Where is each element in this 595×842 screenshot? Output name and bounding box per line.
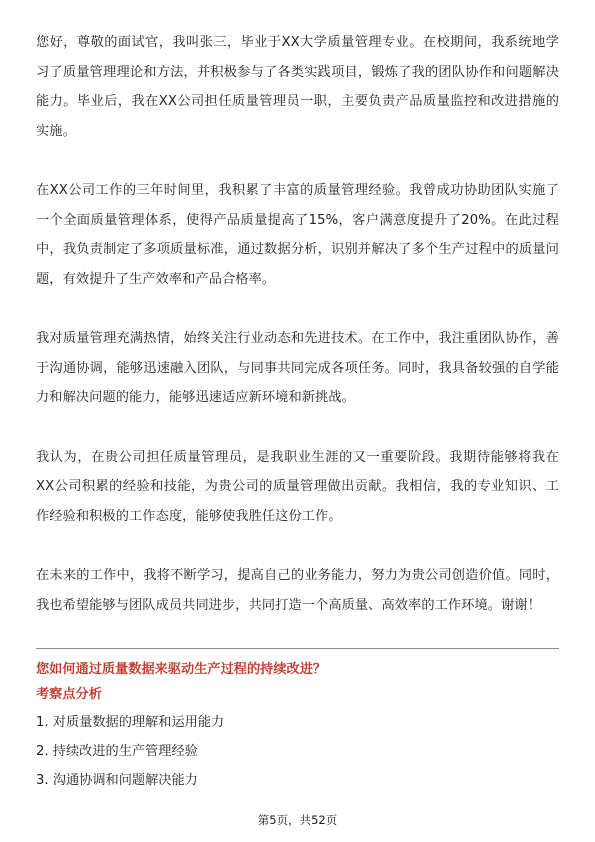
paragraph-motivation: 我认为，在贵公司担任质量管理员，是我职业生涯的又一重要阶段。我期待能够将我在XX公司积累的经验和技能，为贵公司的质量管理做出贡献。我相信，我的专业知识、工作经验和积极的工作态度，能够使我胜任这份工作。 (36, 449, 559, 524)
paragraph-closing: 在未来的工作中，我将不断学习，提高自己的业务能力，努力为贵公司创造价值。同时，我也希望能够与团队成员共同进步，共同打造一个高质量、高效率的工作环境。谢谢！ (36, 568, 559, 613)
analysis-points-list (36, 708, 559, 795)
analysis-point: 1. 对质量数据的理解和运用能力 (36, 715, 225, 730)
interview-question: 您如何通过质量数据来驱动生产过程的持续改进？ (36, 662, 327, 677)
analysis-point: 2. 持续改进的生产管理经验 (36, 744, 198, 759)
analysis-point: 3. 沟通协调和问题解决能力 (36, 773, 198, 788)
paragraph-experience: 在XX公司工作的三年时间里，我积累了丰富的质量管理经验。我曾成功协助团队实施了一个全面质量管理体系，使得产品质量提高了15%，客户满意度提升了20%。在此过程中，我负责制定了多项质量标准，通过数据分析，识别并解决了多个生产过程中的质量问题，有效提升了生产效率和产品合格率。 (36, 183, 559, 287)
paragraph-intro: 您好，尊敬的面试官，我叫张三，毕业于XX大学质量管理专业。在校期间，我系统地学习了质量管理理论和方法，并积极参与了各类实践项目，锻炼了我的团队协作和问题解决能力。毕业后，我在XX公司担任质量管理员一职，主要负责产品质量监控和改进措施的实施。 (36, 35, 559, 139)
page-number-footer: 第5页，共52页 (257, 813, 338, 827)
analysis-title: 考察点分析 (36, 687, 102, 702)
section-divider (36, 648, 559, 649)
paragraph-passion: 我对质量管理充满热情，始终关注行业动态和先进技术。在工作中，我注重团队协作，善于沟通协调，能够迅速融入团队，与同事共同完成各项任务。同时，我具备较强的自学能力和解决问题的能力，能够迅速适应新环境和新挑战。 (36, 331, 559, 405)
